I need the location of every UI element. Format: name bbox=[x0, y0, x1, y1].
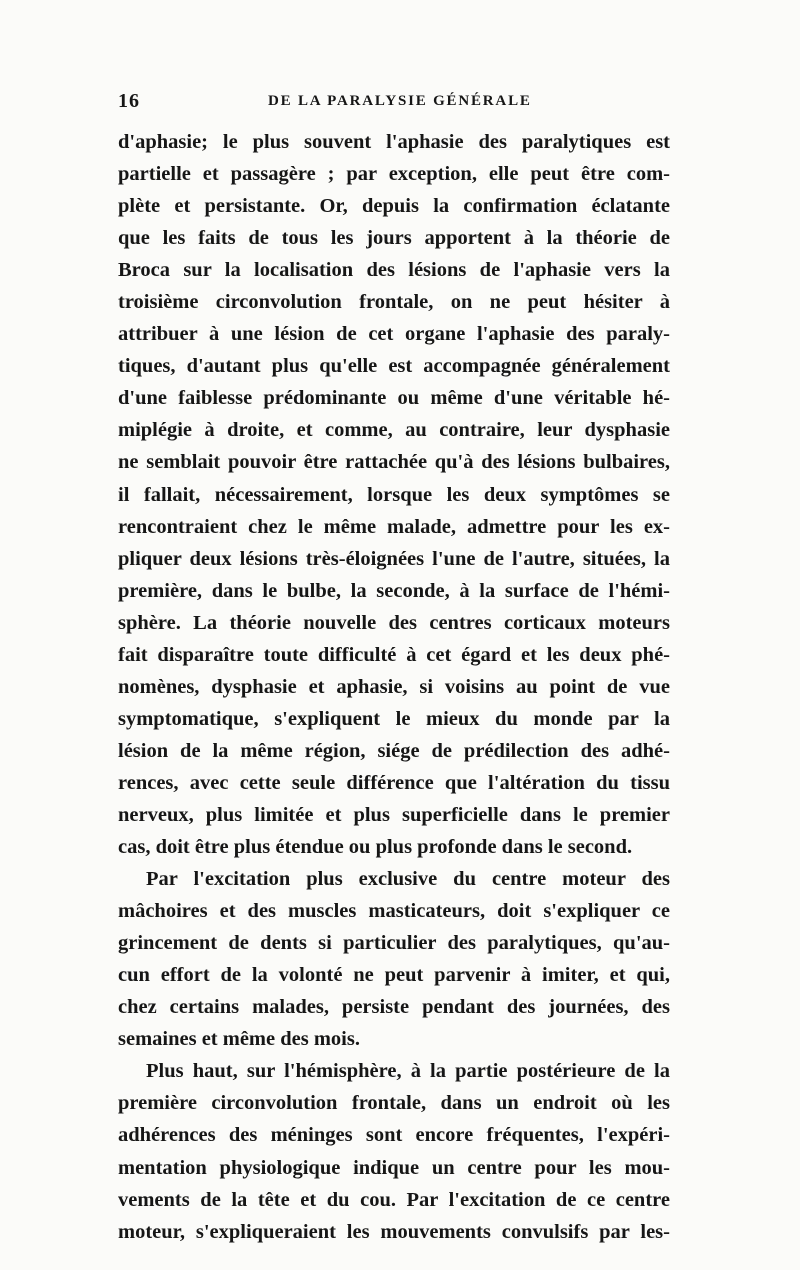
text-line: moteur, s'expliqueraient les mouvements convulsifs par les- bbox=[118, 1220, 670, 1243]
text-line: tiques, d'autant plus qu'elle est accompagnée généralement bbox=[118, 355, 670, 378]
text-line: d'une faiblesse prédominante ou même d'une véritable hé- bbox=[118, 387, 670, 410]
text-line: troisième circonvolution frontale, on ne peut hésiter à bbox=[118, 291, 670, 314]
running-title: DE LA PARALYSIE GÉNÉRALE bbox=[268, 93, 532, 109]
text-line: il fallait, nécessairement, lorsque les deux symptômes se bbox=[118, 483, 670, 506]
text-line: plète et persistante. Or, depuis la confirmation éclatante bbox=[118, 195, 670, 218]
text-line: mentation physiologique indique un centre pour les mou- bbox=[118, 1156, 670, 1179]
text-line: cun effort de la volonté ne peut parvenir à imiter, et qui, bbox=[118, 964, 670, 987]
text-line: mâchoires et des muscles masticateurs, doit s'expliquer ce bbox=[118, 900, 670, 923]
text-line: nerveux, plus limitée et plus superficielle dans le premier bbox=[118, 803, 670, 826]
text-line: sphère. La théorie nouvelle des centres corticaux moteurs bbox=[118, 611, 670, 634]
text-line: ne semblait pouvoir être rattachée qu'à des lésions bulbaires, bbox=[118, 451, 670, 474]
text-line: rences, avec cette seule différence que l'altération du tissu bbox=[118, 771, 670, 794]
text-line: première, dans le bulbe, la seconde, à la surface de l'hémi- bbox=[118, 579, 670, 602]
text-line: partielle et passagère ; par exception, elle peut être com- bbox=[118, 163, 670, 186]
text-line: grincement de dents si particulier des paralytiques, qu'au- bbox=[118, 932, 670, 955]
text-line: pliquer deux lésions très-éloignées l'une de l'autre, situées, la bbox=[118, 547, 670, 570]
text-line: que les faits de tous les jours apportent à la théorie de bbox=[118, 227, 670, 250]
text-line: lésion de la même région, siége de prédilection des adhé- bbox=[118, 739, 670, 762]
running-head bbox=[118, 90, 678, 116]
text-line: Plus haut, sur l'hémisphère, à la partie postérieure de la bbox=[146, 1060, 670, 1083]
text-line: adhérences des méninges sont encore fréquentes, l'expéri- bbox=[118, 1124, 670, 1147]
text-line: symptomatique, s'expliquent le mieux du monde par la bbox=[118, 707, 670, 730]
text-line: Broca sur la localisation des lésions de l'aphasie vers la bbox=[118, 259, 670, 282]
text-line: nomènes, dysphasie et aphasie, si voisins au point de vue bbox=[118, 675, 670, 698]
text-line: d'aphasie; le plus souvent l'aphasie des paralytiques est bbox=[118, 131, 670, 153]
body-text bbox=[118, 126, 670, 1248]
text-line: semaines et même des mois. bbox=[118, 1028, 360, 1051]
text-line: miplégie à droite, et comme, au contraire, leur dysphasie bbox=[118, 419, 670, 442]
text-line: attribuer à une lésion de cet organe l'aphasie des paraly- bbox=[118, 323, 670, 346]
text-line: rencontraient chez le même malade, admettre pour les ex- bbox=[118, 515, 670, 538]
text-line: première circonvolution frontale, dans un endroit où les bbox=[118, 1092, 670, 1115]
page-number: 16 bbox=[118, 90, 140, 112]
text-line: cas, doit être plus étendue ou plus profonde dans le second. bbox=[118, 836, 633, 859]
text-line: chez certains malades, persiste pendant des journées, des bbox=[118, 996, 670, 1019]
text-line: Par l'excitation plus exclusive du centre moteur des bbox=[146, 868, 670, 891]
text-line: vements de la tête et du cou. Par l'excitation de ce centre bbox=[118, 1188, 670, 1211]
text-line: fait disparaître toute difficulté à cet égard et les deux phé- bbox=[118, 643, 670, 666]
